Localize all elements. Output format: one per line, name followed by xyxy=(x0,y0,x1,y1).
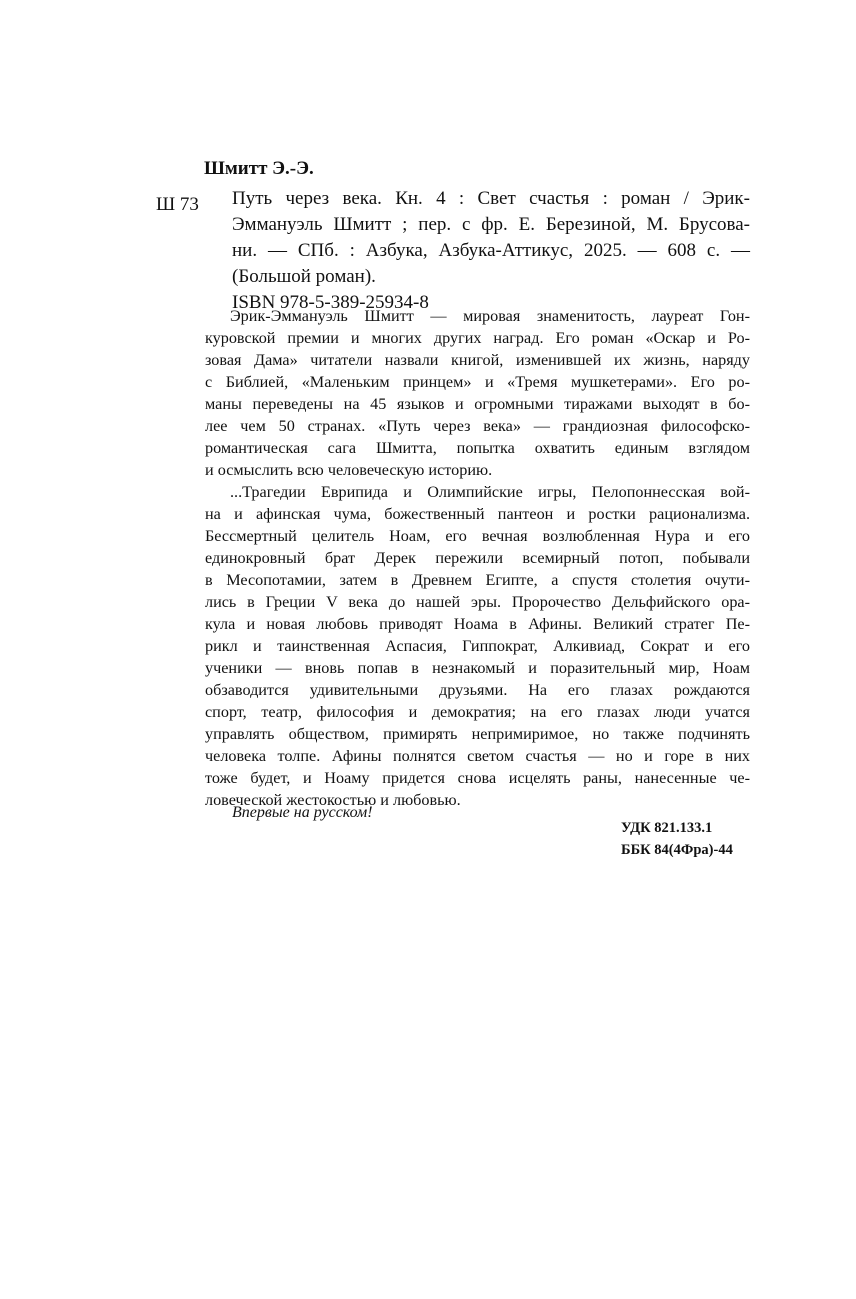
first-time-note: Впервые на русском! xyxy=(232,804,373,821)
author-heading: Шмитт Э.-Э. xyxy=(204,158,314,179)
isbn: ISBN 978-5-389-25934-8 xyxy=(232,292,429,313)
bib-line: (Большой роман). xyxy=(232,266,376,287)
para-line: управлять обществом, примирять непримиримое, но также подчинять xyxy=(205,725,750,743)
bib-line: Путь через века. Кн. 4 : Свет счастья : роман / Эрик- xyxy=(232,188,750,209)
para-line: куровской премии и многих других наград. Его роман «Оскар и Ро- xyxy=(205,329,750,347)
para-line: романтическая сага Шмитта, попытка охватить единым взглядом xyxy=(205,439,750,457)
library-code: Ш 73 xyxy=(156,194,199,215)
para-line: маны переведены на 45 языков и огромными тиражами выходят в бо- xyxy=(205,395,750,413)
para-line: спорт, театр, философия и демократия; на его глазах люди учатся xyxy=(205,703,750,721)
bib-line: ни. — СПб. : Азбука, Азбука-Аттикус, 2025. — 608 с. — xyxy=(232,240,750,261)
para-line: рикл и таинственная Аспасия, Гиппократ, Алкивиад, Сократ и его xyxy=(205,637,750,655)
bbk-code: ББК 84(4Фра)-44 xyxy=(621,842,733,858)
para-line: на и афинская чума, божественный пантеон и ростки рационализма. xyxy=(205,505,750,523)
para-line: ...Трагедии Еврипида и Олимпийские игры, Пелопоннесская вой- xyxy=(230,483,750,501)
para-line: Эрик-Эммануэль Шмитт — мировая знаменитость, лауреат Гон- xyxy=(230,307,750,325)
para-line: ловеческой жестокостью и любовью. xyxy=(205,791,461,809)
bib-line: Эммануэль Шмитт ; пер. с фр. Е. Березиной, М. Брусова- xyxy=(232,214,750,235)
para-line: ученики — вновь попав в незнакомый и поразительный мир, Ноам xyxy=(205,659,750,677)
para-line: человека толпе. Афины полнятся светом счастья — но и горе в них xyxy=(205,747,750,765)
para-line: зовая Дама» читатели назвали книгой, изменившей их жизнь, наряду xyxy=(205,351,750,369)
para-line: тоже будет, и Ноаму придется снова исцелять раны, нанесенные че- xyxy=(205,769,750,787)
para-line: и осмыслить всю человеческую историю. xyxy=(205,461,493,479)
para-line: кула и новая любовь приводят Ноама в Афины. Великий стратег Пе- xyxy=(205,615,750,633)
para-line: в Месопотамии, затем в Древнем Египте, а спустя столетия очути- xyxy=(205,571,750,589)
para-line: единокровный брат Дерек пережили всемирный потоп, побывали xyxy=(205,549,750,567)
udk-code: УДК 821.133.1 xyxy=(621,820,713,836)
para-line: Бессмертный целитель Ноам, его вечная возлюбленная Нура и его xyxy=(205,527,750,545)
para-line: обзаводится удивительными друзьями. На его глазах рождаются xyxy=(205,681,750,699)
para-line: с Библией, «Маленьким принцем» и «Тремя мушкетерами». Его ро- xyxy=(205,373,750,391)
para-line: лее чем 50 странах. «Путь через века» — грандиозная философско- xyxy=(205,417,750,435)
para-line: лись в Греции V века до нашей эры. Пророчество Дельфийского ора- xyxy=(205,593,750,611)
